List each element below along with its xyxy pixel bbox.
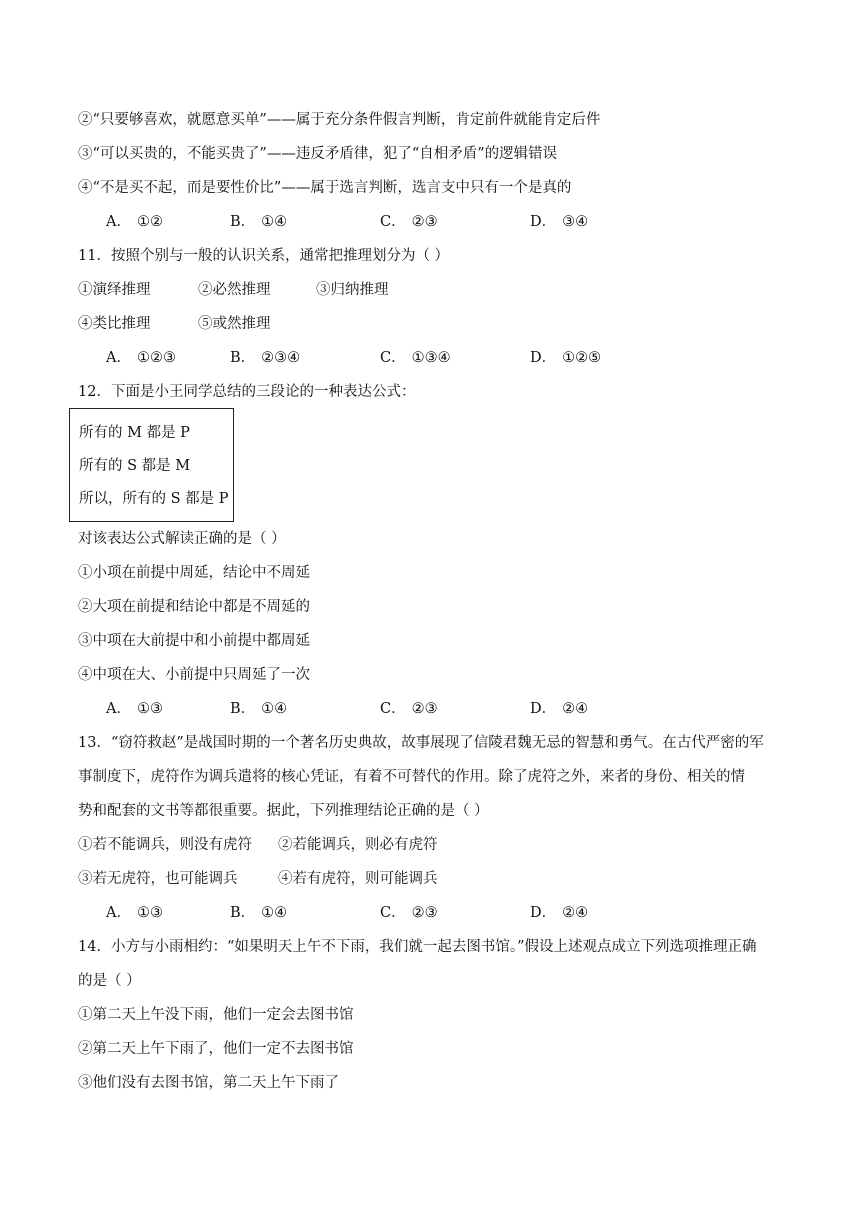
- q12-item-3: ③中项在大前提中和小前提中都周延: [78, 633, 310, 649]
- option-text: ①③④: [411, 350, 451, 366]
- formula-minor-premise: 所有的 S 都是 M: [79, 458, 191, 474]
- option-text: ②③④: [261, 350, 301, 366]
- q13-stem-line-2: 事制度下，虎符作为调兵遣将的核心凭证，有着不可替代的作用。除了虎符之外，来者的身份、相关的情: [78, 769, 745, 785]
- q10-option-d[interactable]: [530, 212, 588, 232]
- q11-item-2: ②必然推理: [198, 282, 271, 298]
- q10-options: [106, 212, 826, 232]
- q14-stem-line-1: 14．小方与小雨相约：“如果明天上午不下雨，我们就一起去图书馆。”假设上述观点成立下列选项推理正确: [78, 939, 757, 955]
- q11-option-c[interactable]: [380, 348, 451, 368]
- option-text: ①④: [261, 214, 288, 230]
- option-label: A．: [106, 350, 131, 366]
- q10-item-3: ③“可以买贵的，不能买贵了”——违反矛盾律，犯了“自相矛盾”的逻辑错误: [78, 146, 558, 162]
- q13-stem-line-3: 势和配套的文书等都很重要。据此，下列推理结论正确的是（ ）: [78, 803, 489, 819]
- q13-stem-line-1: 13．“窃符救赵”是战国时期的一个著名历史典故，故事展现了信陵君魏无忌的智慧和勇气。在古代严密的军: [78, 735, 764, 751]
- q13-item-1: ①若不能调兵，则没有虎符: [78, 837, 252, 853]
- q13-option-b[interactable]: [230, 903, 287, 923]
- q14-item-2: ②第二天上午下雨了，他们一定不去图书馆: [78, 1041, 354, 1057]
- option-label: B．: [230, 905, 256, 921]
- option-text: ①②⑤: [562, 350, 602, 366]
- q13-item-2: ②若能调兵，则必有虎符: [278, 837, 438, 853]
- q11-item-1: ①演绎推理: [78, 282, 151, 298]
- option-text: ②③: [411, 905, 438, 921]
- q12-option-d[interactable]: [530, 699, 588, 719]
- q12-option-a[interactable]: [106, 699, 163, 719]
- q11-item-3: ③归纳推理: [316, 282, 389, 298]
- option-text: ②③: [411, 214, 438, 230]
- option-label: D．: [530, 905, 557, 921]
- q10-item-4: ④“不是买不起，而是要性价比”——属于选言判断，选言支中只有一个是真的: [78, 180, 572, 196]
- q14-item-3: ③他们没有去图书馆，第二天上午下雨了: [78, 1075, 339, 1091]
- q10-item-2: ②“只要够喜欢，就愿意买单”——属于充分条件假言判断，肯定前件就能肯定后件: [78, 112, 601, 128]
- option-label: C．: [380, 350, 406, 366]
- syllogism-formula-box: [69, 408, 234, 522]
- option-label: A．: [106, 214, 131, 230]
- q13-option-c[interactable]: [380, 903, 438, 923]
- option-label: C．: [380, 905, 406, 921]
- q12-item-1: ①小项在前提中周延，结论中不周延: [78, 565, 310, 581]
- q12-stem: 12．下面是小王同学总结的三段论的一种表达公式：: [78, 384, 416, 400]
- q10-option-a[interactable]: [106, 212, 163, 232]
- q11-option-d[interactable]: [530, 348, 601, 368]
- option-label: C．: [380, 214, 406, 230]
- q11-stem: 11．按照个别与一般的认识关系，通常把推理划分为（ ）: [78, 248, 450, 264]
- option-label: B．: [230, 350, 256, 366]
- q13-options: [106, 903, 826, 923]
- q13-item-4: ④若有虎符，则可能调兵: [278, 871, 438, 887]
- q11-items-row-2: [78, 314, 271, 334]
- q10-option-b[interactable]: [230, 212, 287, 232]
- option-label: A．: [106, 701, 131, 717]
- q12-option-b[interactable]: [230, 699, 287, 719]
- q11-options: [106, 348, 826, 368]
- option-label: D．: [530, 701, 557, 717]
- option-text: ③④: [562, 214, 589, 230]
- q12-item-4: ④中项在大、小前提中只周延了一次: [78, 667, 310, 683]
- option-label: D．: [530, 350, 557, 366]
- q13-items-row-1: [78, 835, 438, 855]
- option-label: D．: [530, 214, 557, 230]
- q11-item-5: ⑤或然推理: [198, 316, 271, 332]
- formula-conclusion: 所以，所有的 S 都是 P: [79, 491, 229, 507]
- q12-option-c[interactable]: [380, 699, 438, 719]
- option-text: ①④: [261, 701, 288, 717]
- option-text: ②④: [562, 905, 589, 921]
- q14-item-1: ①第二天上午没下雨，他们一定会去图书馆: [78, 1007, 354, 1023]
- option-label: C．: [380, 701, 406, 717]
- option-text: ②④: [562, 701, 589, 717]
- option-label: B．: [230, 701, 256, 717]
- option-label: A．: [106, 905, 131, 921]
- q11-option-b[interactable]: [230, 348, 300, 368]
- option-text: ①③: [136, 701, 163, 717]
- option-text: ①②③: [136, 350, 176, 366]
- option-text: ①④: [261, 905, 288, 921]
- q12-item-2: ②大项在前提和结论中都是不周延的: [78, 599, 310, 615]
- q14-stem-line-2: 的是（ ）: [78, 973, 141, 989]
- q12-prompt: 对该表达公式解读正确的是（ ）: [78, 531, 286, 547]
- option-label: B．: [230, 214, 256, 230]
- option-text: ①②: [136, 214, 163, 230]
- q13-item-3: ③若无虎符，也可能调兵: [78, 871, 238, 887]
- q12-options: [106, 699, 826, 719]
- q10-option-c[interactable]: [380, 212, 438, 232]
- q11-item-4: ④类比推理: [78, 316, 151, 332]
- q13-items-row-2: [78, 869, 438, 889]
- option-text: ①③: [136, 905, 163, 921]
- q11-items-row-1: [78, 280, 389, 300]
- q13-option-a[interactable]: [106, 903, 163, 923]
- q11-option-a[interactable]: [106, 348, 176, 368]
- formula-major-premise: 所有的 M 都是 P: [79, 425, 190, 441]
- option-text: ②③: [411, 701, 438, 717]
- q13-option-d[interactable]: [530, 903, 588, 923]
